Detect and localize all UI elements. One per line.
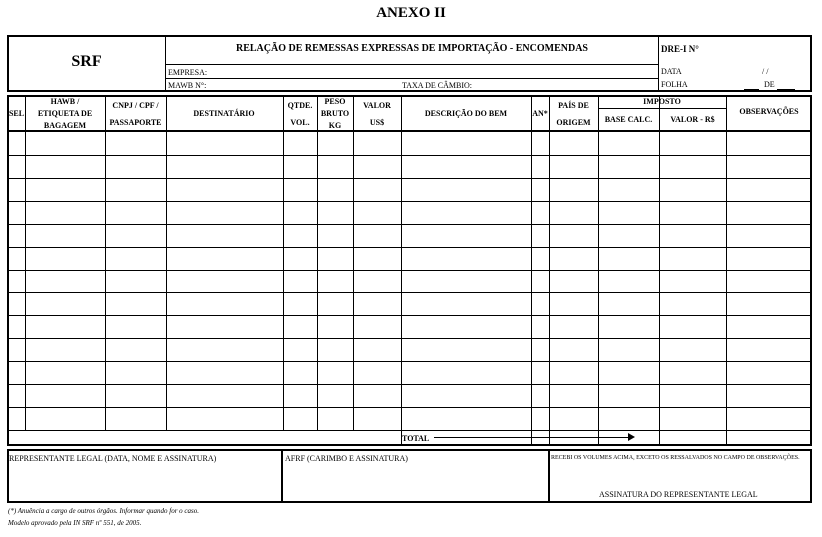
data-label: DATA: [661, 67, 682, 76]
column-divider: [317, 96, 318, 430]
data-separators: / /: [762, 67, 769, 76]
col-pais: PAÍS DE ORIGEM: [556, 101, 591, 127]
table-row-divider: [8, 270, 811, 271]
total-arrow-line: [434, 437, 630, 438]
col-an: AN*: [532, 109, 548, 118]
taxa-label: TAXA DE CÂMBIO:: [402, 81, 473, 90]
mawb-label: MAWB N°:: [168, 81, 207, 90]
col-imposto: IMPOSTO: [643, 97, 681, 106]
column-divider: [166, 96, 167, 430]
table-row-divider: [8, 178, 811, 179]
col-valor-rs: VALOR - R$: [670, 115, 715, 124]
dre-label: DRE-I N°: [661, 44, 699, 54]
org-label: SRF: [71, 53, 102, 70]
table-row-divider: [8, 315, 811, 316]
total-row-bottom: [401, 445, 726, 446]
imposto-divider: [598, 108, 726, 109]
total-row-divider: [8, 430, 811, 431]
col-hawb: HAWB / ETIQUETA DE BAGAGEM: [37, 97, 93, 130]
relacao-title: RELAÇÃO DE REMESSAS EXPRESSAS DE IMPORTAÇÃO - ENCOMENDAS: [235, 43, 588, 54]
table-row-divider: [8, 155, 811, 156]
table-row-divider: [8, 384, 811, 385]
col-sel: SEL: [8, 109, 25, 118]
total-label: TOTAL: [402, 434, 430, 443]
col-cnpj: CNPJ / CPF / PASSAPORTE: [109, 101, 162, 127]
column-divider: [25, 96, 26, 430]
table-row-divider: [8, 224, 811, 225]
col-valor: VALOR US$: [363, 101, 391, 127]
column-divider: [353, 96, 354, 430]
representante-label: REPRESENTANTE LEGAL (DATA, NOME E ASSINATURA): [9, 454, 217, 463]
col-descricao: DESCRIÇÃO DO BEM: [424, 109, 508, 118]
column-divider: [283, 96, 284, 430]
de-label: DE: [764, 80, 775, 89]
table-row-divider: [8, 247, 811, 248]
col-peso: PESO BRUTO KG: [320, 97, 350, 130]
table-row-divider: [8, 338, 811, 339]
folha-label: FOLHA: [661, 80, 688, 89]
table-row-divider: [8, 201, 811, 202]
column-divider: [105, 96, 106, 430]
col-qtde: QTDE. VOL.: [287, 101, 313, 127]
table-row-divider: [8, 407, 811, 408]
col-base: BASE CALC.: [604, 115, 653, 124]
table-row-divider: [8, 361, 811, 362]
col-destinatario: DESTINATÁRIO: [193, 109, 255, 118]
table-row-divider: [8, 292, 811, 293]
empresa-label: EMPRESA:: [168, 68, 208, 77]
document-title: ANEXO II: [376, 5, 446, 21]
afrf-label: AFRF (CARIMBO E ASSINATURA): [285, 454, 408, 463]
modelo-note: Modelo aprovado pela IN SRF nº 551, de 2005.: [8, 519, 142, 527]
col-observacoes: OBSERVAÇÕES: [739, 107, 799, 116]
arrow-right-icon: [628, 433, 635, 441]
assinatura-label: ASSINATURA DO REPRESENTANTE LEGAL: [599, 490, 758, 499]
recebi-label: RECEBI OS VOLUMES ACIMA, EXCETO OS RESSALVADOS NO CAMPO DE OBSERVAÇÕES.: [551, 455, 800, 461]
anuencia-note: (*) Anuência a cargo de outros órgãos. Informar quando for o caso.: [8, 507, 199, 515]
